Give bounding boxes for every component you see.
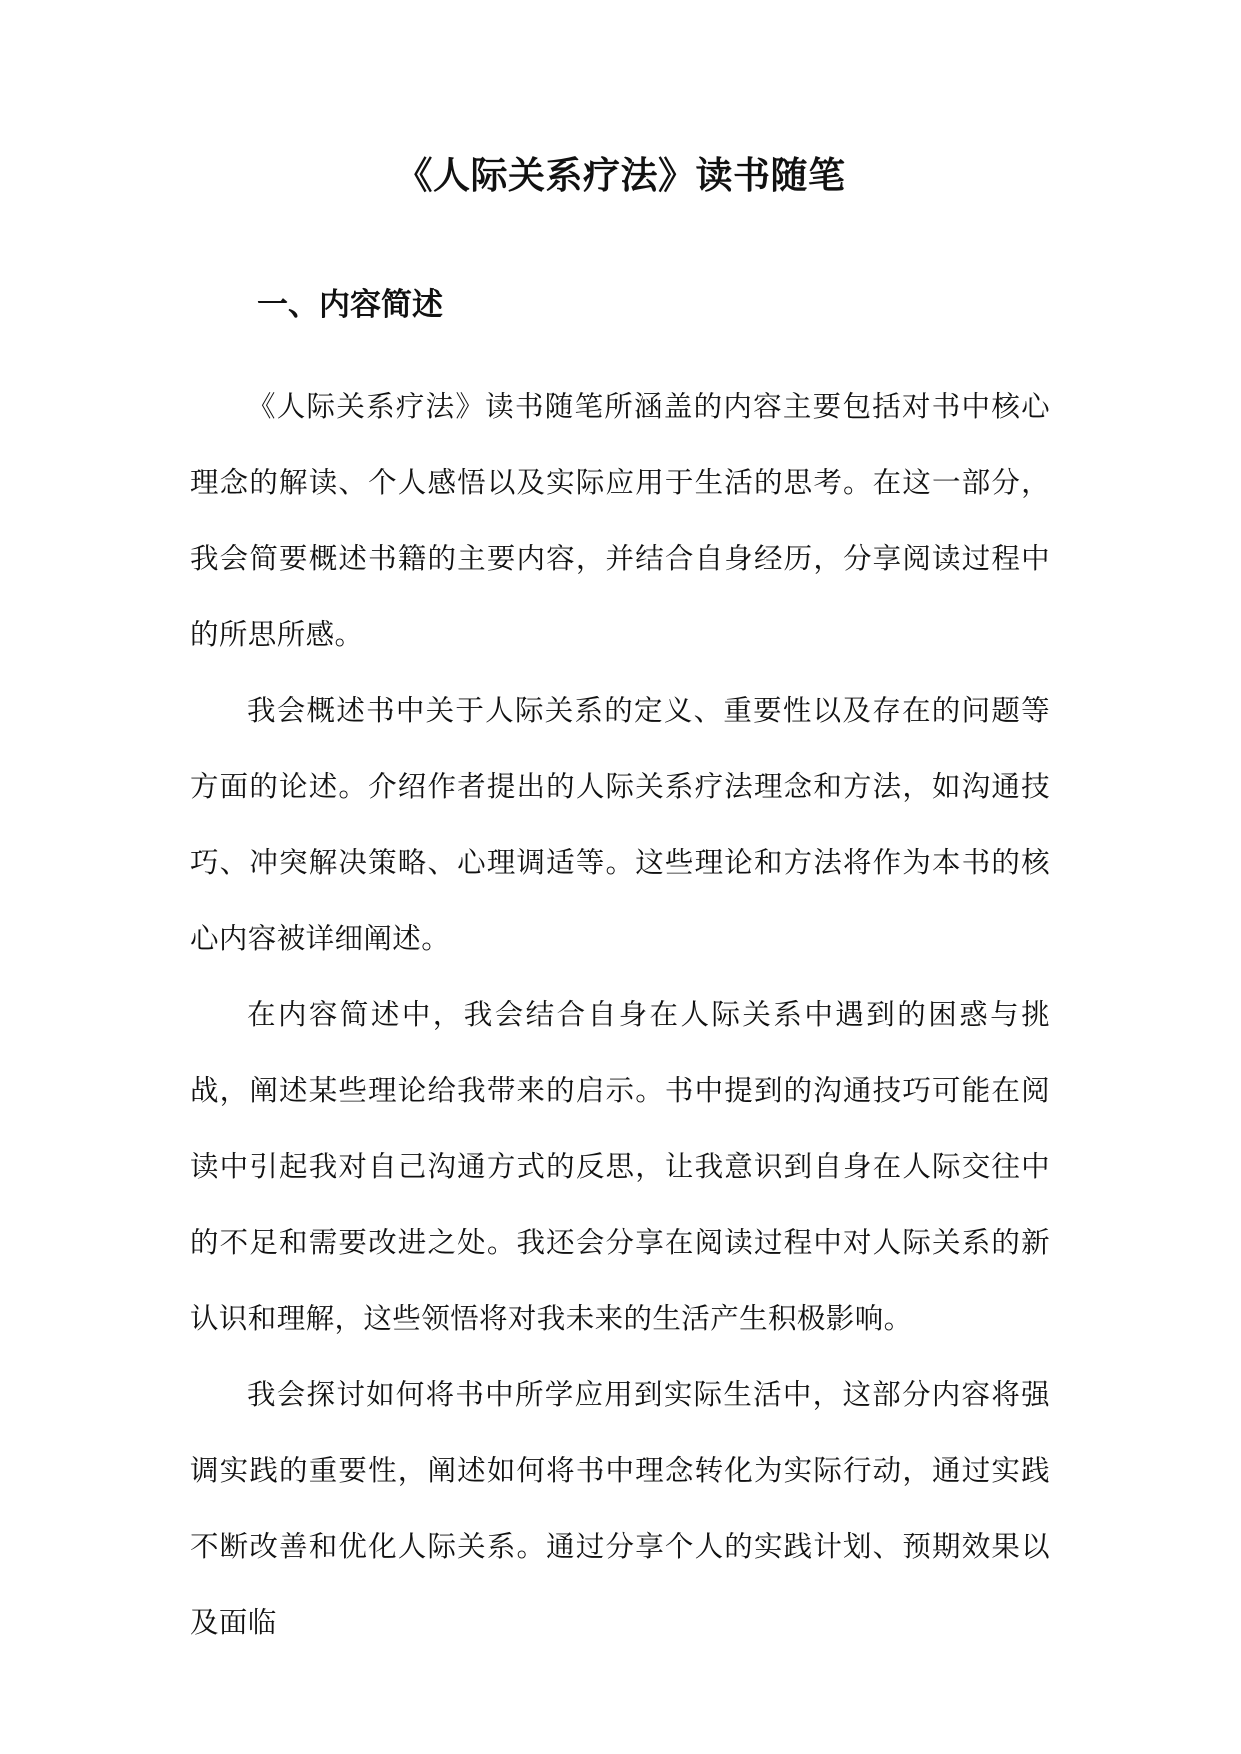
section-heading: 一、内容简述 <box>257 287 443 323</box>
paragraph: 《人际关系疗法》读书随笔所涵盖的内容主要包括对书中核心理念的解读、个人感悟以及实际应用于生活的思考。在这一部分，我会简要概述书籍的主要内容，并结合自身经历，分享阅读过程中的所思所感。 <box>190 390 1050 651</box>
paragraph: 我会探讨如何将书中所学应用到实际生活中，这部分内容将强调实践的重要性，阐述如何将书中理念转化为实际行动，通过实践不断改善和优化人际关系。通过分享个人的实践计划、预期效果以及面临 <box>190 1378 1050 1639</box>
body-text <box>190 369 1050 1661</box>
document-title: 《人际关系疗法》读书随笔 <box>395 153 846 197</box>
paragraph: 我会概述书中关于人际关系的定义、重要性以及存在的问题等方面的论述。介绍作者提出的人际关系疗法理念和方法，如沟通技巧、冲突解决策略、心理调适等。这些理论和方法将作为本书的核心内容被详细阐述。 <box>190 694 1050 955</box>
paragraph: 在内容简述中，我会结合自身在人际关系中遇到的困惑与挑战，阐述某些理论给我带来的启示。书中提到的沟通技巧可能在阅读中引起我对自己沟通方式的反思，让我意识到自身在人际交往中的不足和需要改进之处。我还会分享在阅读过程中对人际关系的新认识和理解，这些领悟将对我未来的生活产生积极影响。 <box>190 998 1050 1335</box>
